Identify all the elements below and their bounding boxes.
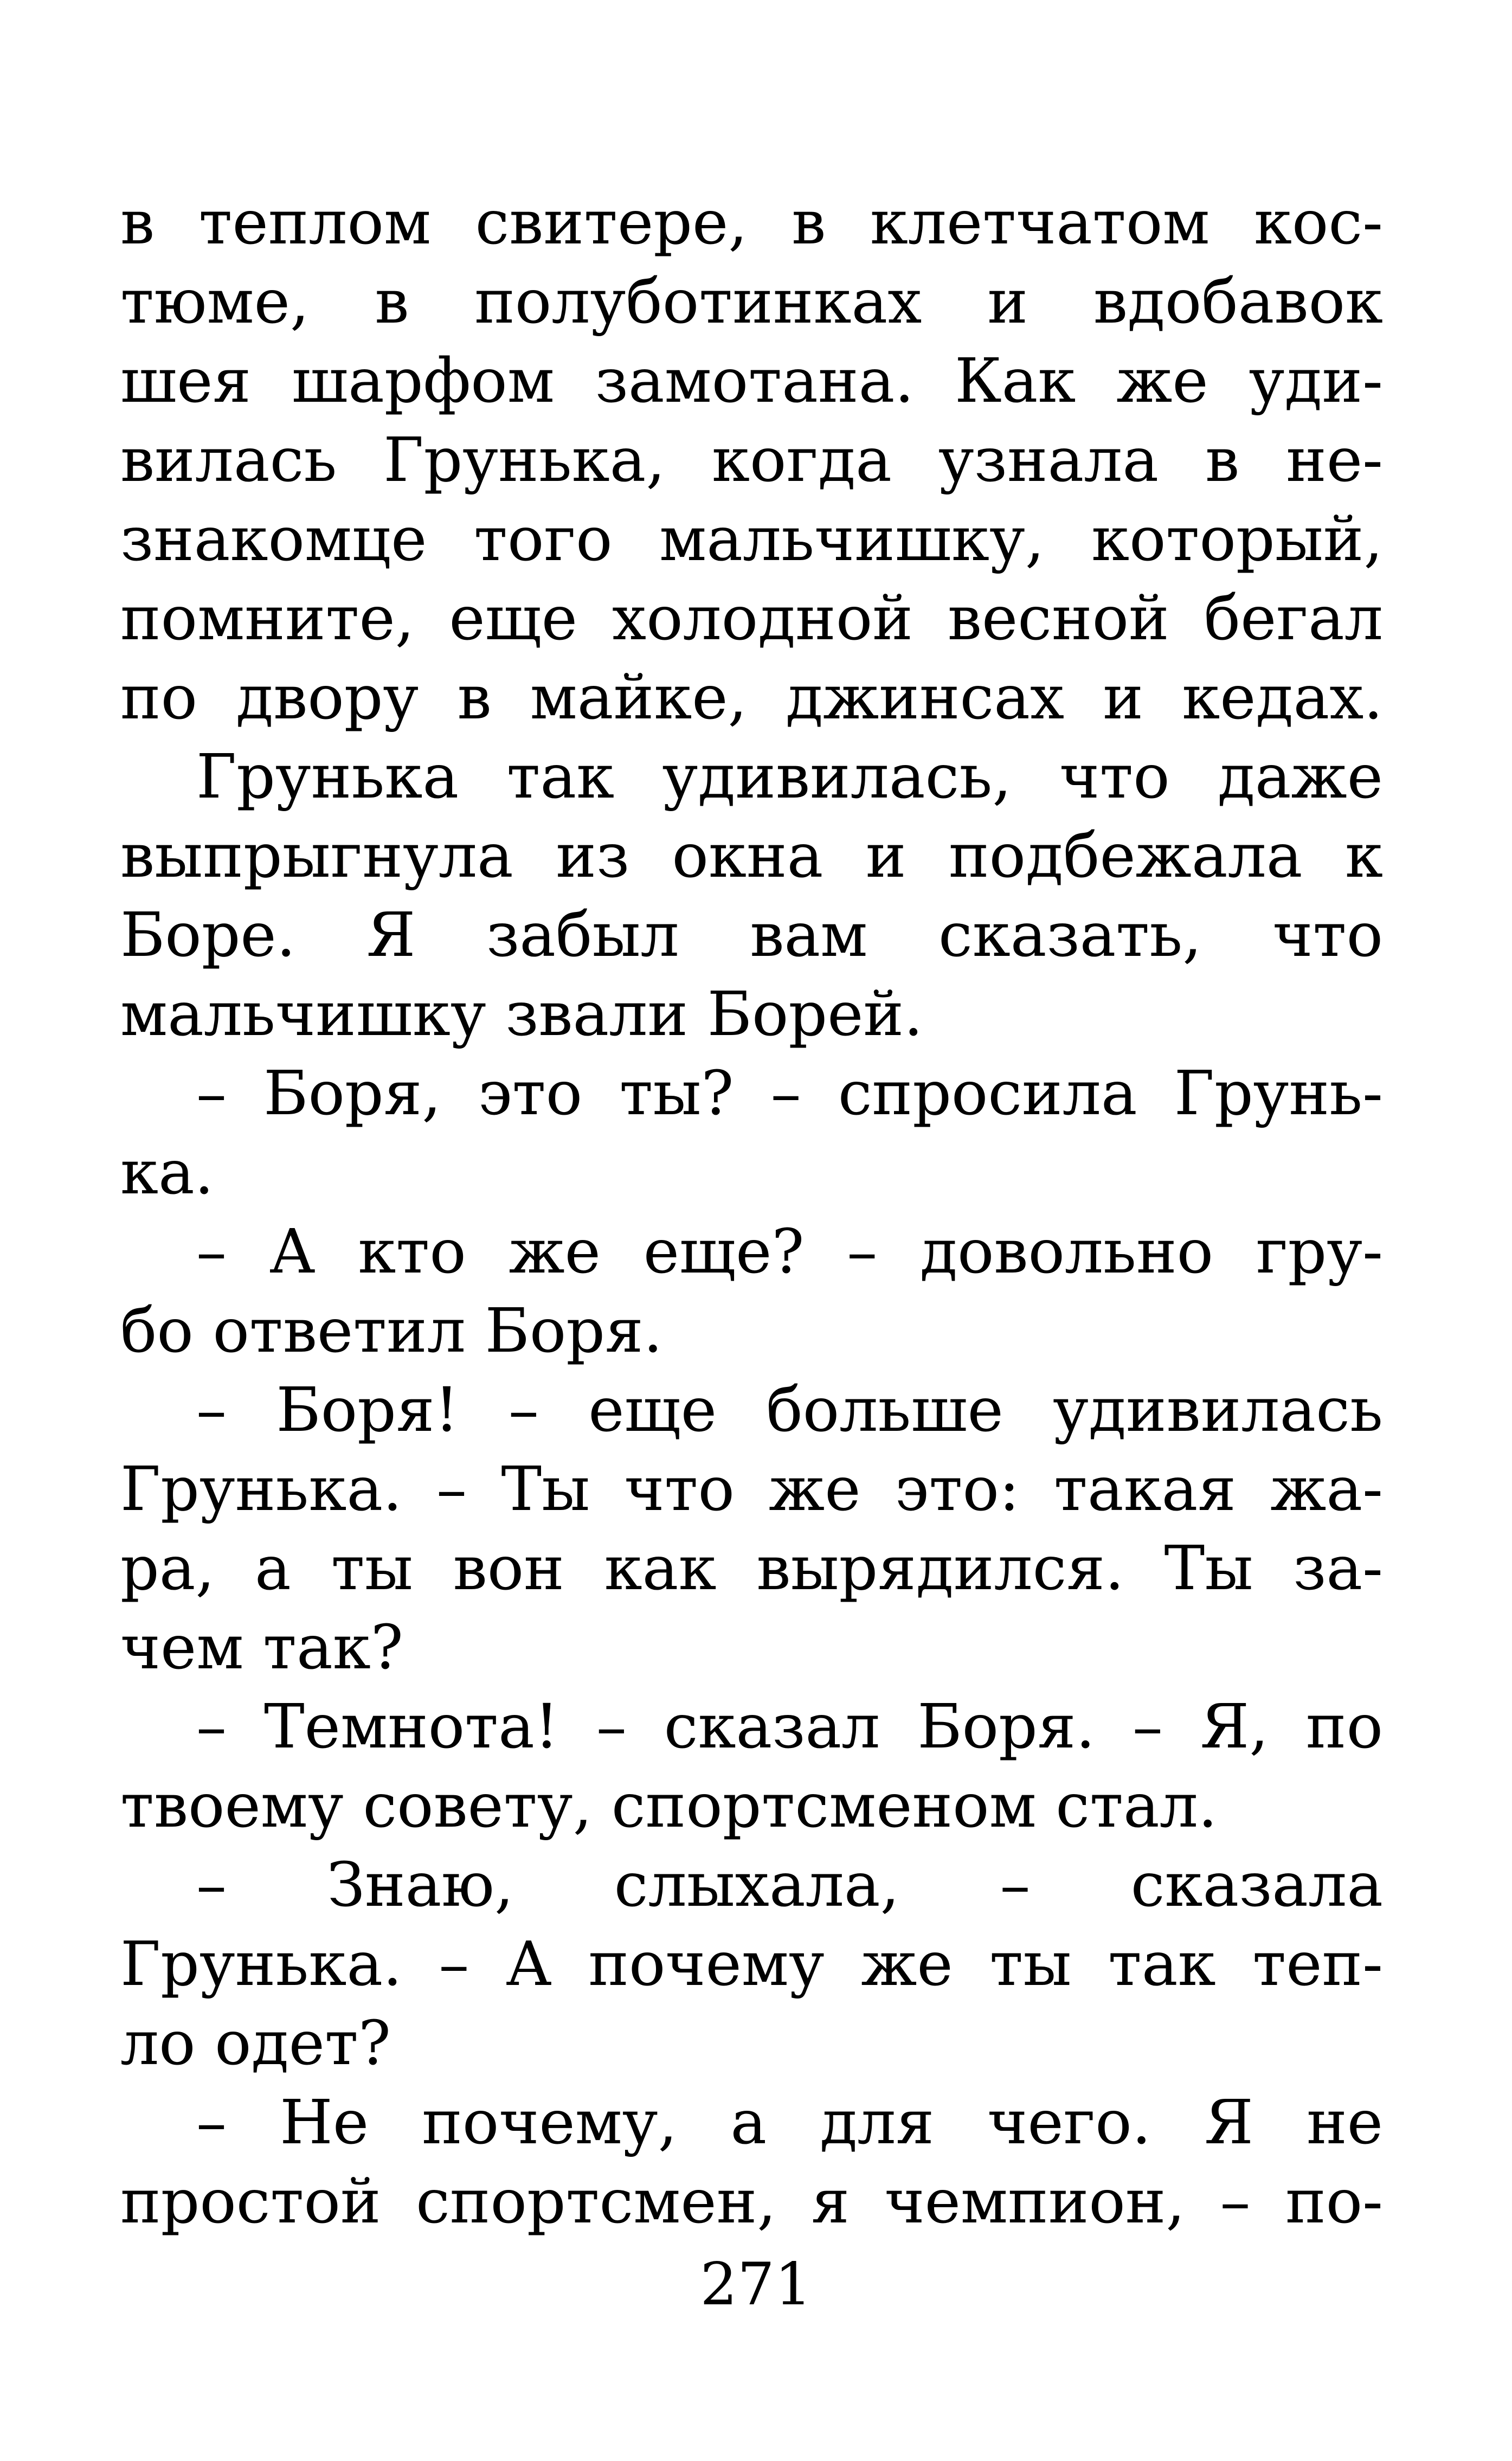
text-line: ка. (120, 1138, 214, 1208)
page-number: 271 (700, 2251, 812, 2318)
text-line: выпрыгнула из окна и подбежала к (120, 821, 1383, 891)
text-line: – Боря! – еще больше удивилась (196, 1375, 1383, 1445)
text-line: Боре. Я забыл вам сказать, что (120, 900, 1383, 971)
text-line: Грунька. – Ты что же это: такая жа- (120, 1454, 1383, 1525)
text-line: мальчишку звали Борей. (120, 979, 923, 1050)
text-line: твоему совету, спортсменом стал. (120, 1771, 1218, 1841)
text-line: Грунька так удивилась, что даже (196, 742, 1383, 812)
text-line: ло одет? (120, 2008, 391, 2079)
text-line: – Боря, это ты? – спросила Грунь- (196, 1058, 1383, 1129)
text-line: в теплом свитере, в клетчатом кос- (120, 188, 1383, 258)
text-line: – А кто же еще? – довольно гру- (196, 1217, 1383, 1287)
text-line: тюме, в полуботинках и вдобавок (120, 267, 1383, 337)
text-line: – Знаю, слыхала, – сказала (196, 1850, 1383, 1920)
text-line: помните, еще холодной весной бегал (120, 583, 1383, 654)
text-line: по двору в майке, джинсах и кедах. (120, 663, 1383, 733)
text-line: вилась Грунька, когда узнала в не- (120, 425, 1383, 496)
text-line: – Не почему, а для чего. Я не (196, 2087, 1383, 2158)
text-line: простой спортсмен, я чемпион, – по- (120, 2167, 1383, 2237)
text-line: бо ответил Боря. (120, 1296, 663, 1366)
text-line: Грунька. – А почему же ты так теп- (120, 1929, 1383, 2000)
text-line: – Темнота! – сказал Боря. – Я, по (196, 1692, 1383, 1762)
text-line: шея шарфом замотана. Как же уди- (120, 346, 1383, 416)
text-line: знакомце того мальчишку, который, (120, 504, 1383, 575)
text-line: чем так? (120, 1612, 403, 1683)
text-line: ра, а ты вон как вырядился. Ты за- (120, 1533, 1383, 1604)
